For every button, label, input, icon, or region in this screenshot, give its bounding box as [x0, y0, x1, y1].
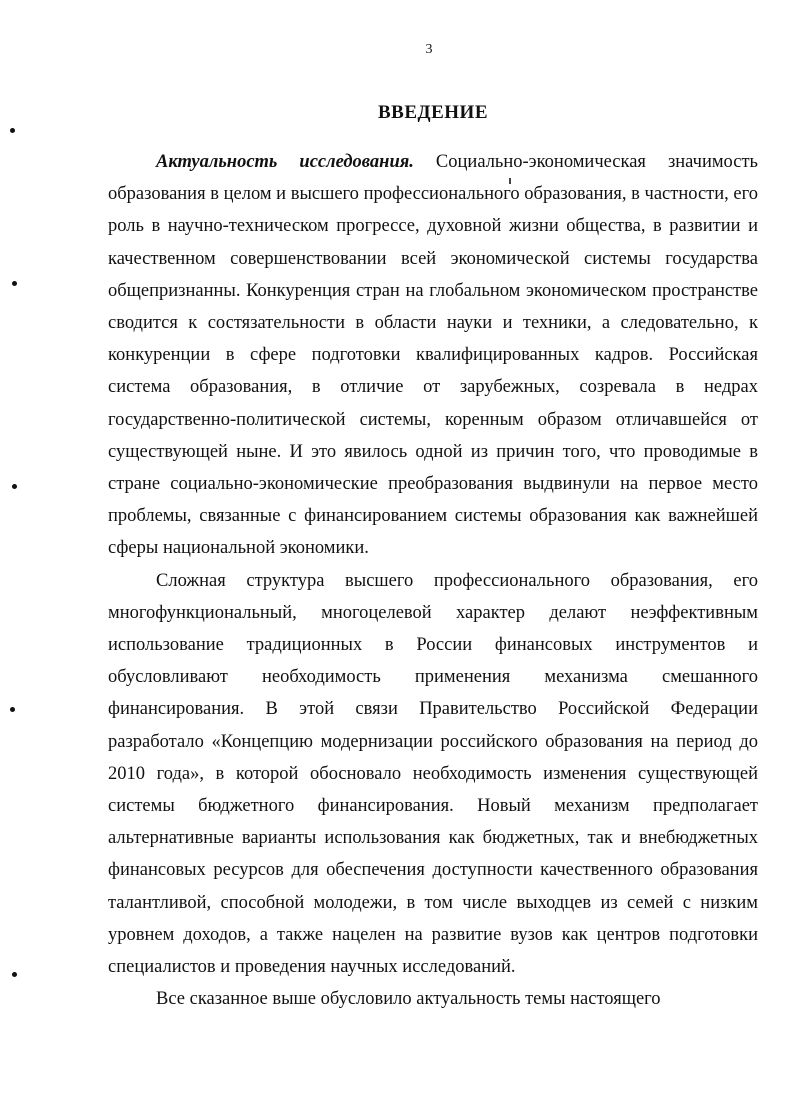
paragraph-3: Все сказанное выше обусловило актуальность темы настоящего: [156, 989, 661, 1010]
scan-mark-4: [10, 705, 18, 713]
paragraph-1-text: Социально-экономическая значимость образования в целом и высшего профессионального образования, в частности, его роль в научно-техническом прогрессе, духовной жизни общества, в развитии и качественном совершенствовании всей экономической системы государства общепризнанны. Конкуренция стран на глобальном экономическом пространстве сводится к состязательности в области науки и техники, а следовательно, к конкуренции в сфере подготовки квалифицированных кадров. Российская система образования, в отличие от зарубежных, созревала в недрах государственно-политической системы, коренным образом отличавшейся от существующей ныне. И это явилось одной из причин того, что проводимые в стране социально-экономические преобразования выдвинули на первое место проблемы, связанные с финансированием системы образования как важнейшей сферы национальной экономики.: [108, 152, 758, 559]
paragraph-1-lead: Актуальность исследования.: [156, 152, 414, 172]
document-body: [108, 146, 758, 1015]
scan-mark-1: [10, 126, 18, 134]
paragraph-2: Сложная структура высшего профессионального образования, его многофункциональный, многоцелевой характер делают неэффективным использование традиционных в России финансовых инструментов и обусловливают необходимость применения механизма смешанного финансирования. В этой связи Правительство Российской Федерации разработало «Концепцию модернизации российского образования на период до 2010 года», в которой обосновало необходимость изменения существующей системы бюджетного финансирования. Новый механизм предполагает альтернативные варианты использования как бюджетных, так и внебюджетных финансовых ресурсов для обеспечения доступности качественного образования талантливой, способной молодежи, в том числе выходцев из семей с низким уровнем доходов, а также нацелен на развитие вузов как центров подготовки специалистов и проведения научных исследований.: [108, 570, 758, 978]
scan-mark-2: [12, 279, 20, 287]
scan-mark-5: [12, 970, 20, 978]
paragraph-1: [108, 146, 758, 565]
page-title: ВВЕДЕНИЕ: [378, 102, 488, 123]
scan-tick: [509, 178, 511, 184]
page-number: 3: [425, 42, 433, 57]
scan-mark-3: [12, 482, 20, 490]
